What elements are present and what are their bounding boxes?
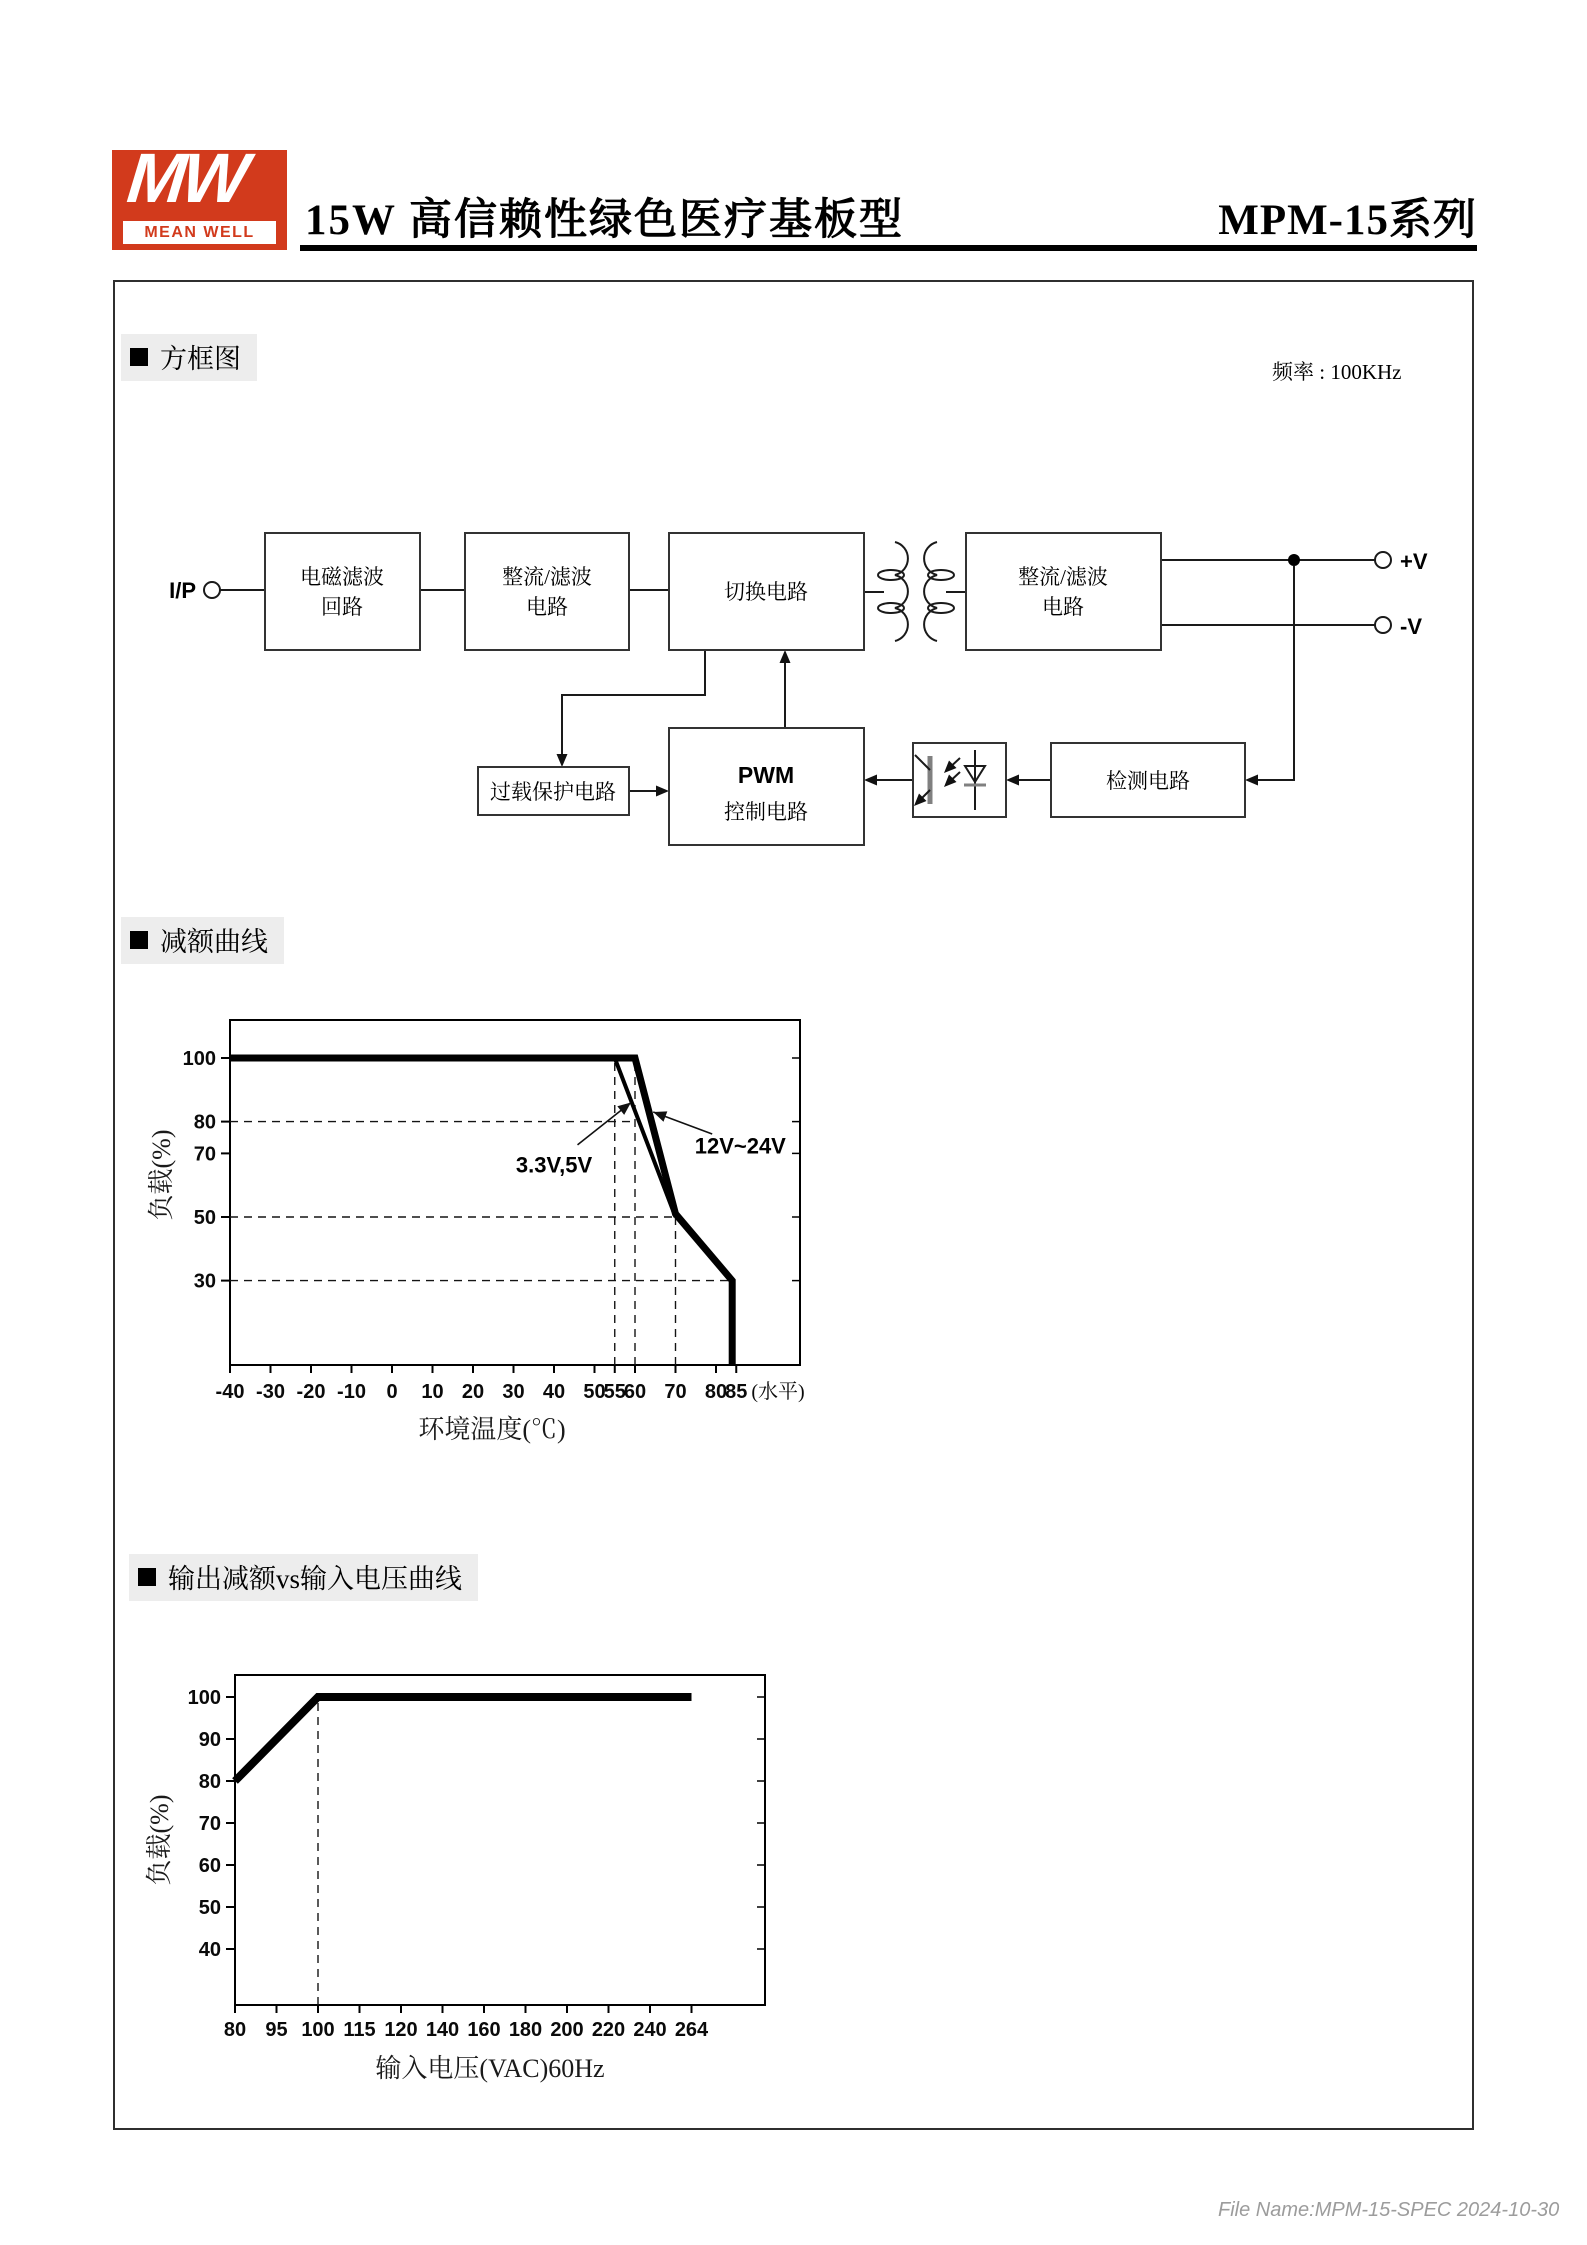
x-tick-label: 55 — [603, 1381, 626, 1403]
plot-frame — [235, 1675, 765, 2005]
y-tick-label: 80 — [198, 1771, 221, 1793]
pwm-label: PWM — [737, 762, 795, 788]
y-tick-label: 70 — [198, 1813, 221, 1835]
series-annotation: 12V~24V — [694, 1133, 786, 1159]
input-terminal-label: I/P — [169, 578, 196, 603]
logo-monogram: MW — [123, 139, 249, 217]
meanwell-logo — [112, 139, 287, 250]
transformer-icon — [878, 542, 954, 641]
rectifier-out-box — [966, 533, 1161, 650]
y-tick-label: 70 — [193, 1143, 216, 1166]
derating-chart — [140, 995, 840, 1455]
x-tick-label: 20 — [461, 1381, 485, 1403]
plot-frame — [230, 1020, 800, 1365]
x-tick-label: 140 — [425, 2019, 460, 2041]
y-tick-label: 80 — [193, 1111, 216, 1134]
y-tick-label: 90 — [198, 1729, 221, 1751]
x-axis-title: 环境温度(℃) — [418, 1415, 566, 1444]
y-axis-title: 负载(%) — [147, 1129, 176, 1221]
pwm-control-label: 控制电路 — [724, 800, 808, 824]
x-tick-label: 80 — [704, 1381, 728, 1403]
overload-label: 过载保护电路 — [490, 780, 616, 804]
section-block-diagram — [121, 334, 257, 381]
header-rule — [300, 245, 1477, 251]
frequency-label: 频率 : 100KHz — [1272, 360, 1402, 384]
series-3.3V,5V — [230, 1058, 676, 1217]
section-title: 减额曲线 — [160, 927, 268, 957]
x-tick-label: 80 — [223, 2019, 247, 2041]
detection-label: 检测电路 — [1106, 769, 1190, 793]
x-tick-label: 10 — [421, 1381, 444, 1403]
positive-output-label: +V — [1400, 549, 1428, 574]
x-tick-label: 180 — [508, 2019, 543, 2041]
positive-terminal-icon — [1375, 552, 1391, 568]
y-tick-label: 60 — [198, 1855, 221, 1877]
series-annotation: 3.3V,5V — [515, 1152, 593, 1178]
output-derating-chart — [140, 1650, 840, 2120]
y-tick-label: 50 — [198, 1897, 221, 1919]
x-axis-unit-label: (水平) — [751, 1381, 805, 1403]
y-tick-label: 40 — [198, 1939, 221, 1961]
y-axis-title: 负载(%) — [145, 1794, 174, 1886]
x-tick-label: 50 — [583, 1381, 606, 1403]
y-tick-label: 100 — [187, 1687, 221, 1709]
x-tick-label: 115 — [343, 2019, 376, 2041]
emi-filter-label: 电磁滤波 — [300, 565, 384, 589]
x-tick-label: 70 — [664, 1381, 687, 1403]
x-axis-title: 输入电压(VAC)60Hz — [375, 2054, 605, 2083]
x-tick-label: 40 — [542, 1381, 566, 1403]
x-tick-label: -20 — [296, 1381, 326, 1403]
x-tick-label: -40 — [215, 1381, 245, 1403]
rectifier-out-label: 电路 — [1042, 595, 1084, 619]
series-12V~24V — [230, 1058, 732, 1365]
x-tick-label: 30 — [502, 1381, 525, 1403]
switching-label: 切换电路 — [724, 580, 808, 604]
emi-filter-label: 回路 — [321, 595, 363, 619]
logo-brand-label: MEAN WELL — [123, 221, 276, 244]
section-marker-icon — [130, 931, 148, 949]
input-terminal-icon — [204, 582, 220, 598]
junction-dot — [1288, 554, 1300, 566]
rectifier-in-label: 电路 — [526, 595, 568, 619]
x-tick-label: -30 — [256, 1381, 285, 1403]
section-derating — [121, 917, 284, 964]
x-tick-label: 240 — [633, 2019, 667, 2041]
negative-terminal-icon — [1375, 617, 1391, 633]
x-tick-label: 264 — [674, 2019, 709, 2041]
series-name: MPM-15系列 — [1218, 197, 1477, 244]
y-tick-label: 30 — [193, 1270, 216, 1293]
negative-output-label: -V — [1400, 614, 1422, 639]
x-tick-label: 220 — [591, 2019, 626, 2041]
section-output-derating — [129, 1554, 478, 1601]
y-tick-label: 100 — [182, 1048, 216, 1070]
rectifier-out-label: 整流/滤波 — [1018, 565, 1108, 589]
x-tick-label: 85 — [725, 1381, 748, 1403]
section-title: 方框图 — [160, 344, 241, 374]
x-tick-label: 95 — [265, 2019, 288, 2041]
optocoupler-box — [913, 743, 1006, 817]
page-title: 15W 高信赖性绿色医疗基板型 — [305, 197, 904, 244]
file-name-footer: File Name:MPM-15-SPEC 2024-10-30 — [1218, 2199, 1560, 2221]
section-title: 输出减额vs输入电压曲线 — [168, 1564, 463, 1594]
x-tick-label: 100 — [301, 2019, 335, 2041]
x-tick-label: 60 — [623, 1381, 647, 1403]
x-tick-label: 200 — [550, 2019, 584, 2041]
x-tick-label: -10 — [337, 1381, 366, 1403]
section-marker-icon — [130, 348, 148, 366]
x-tick-label: 160 — [467, 2019, 501, 2041]
rectifier-in-box — [465, 533, 629, 650]
x-tick-label: 120 — [384, 2019, 418, 2041]
series-负载 — [235, 1697, 692, 1781]
rectifier-in-label: 整流/滤波 — [502, 565, 592, 589]
block-diagram — [140, 495, 1470, 875]
x-tick-label: 0 — [386, 1381, 398, 1403]
y-tick-label: 50 — [193, 1207, 216, 1229]
emi-filter-box — [265, 533, 420, 650]
section-marker-icon — [138, 1568, 156, 1586]
